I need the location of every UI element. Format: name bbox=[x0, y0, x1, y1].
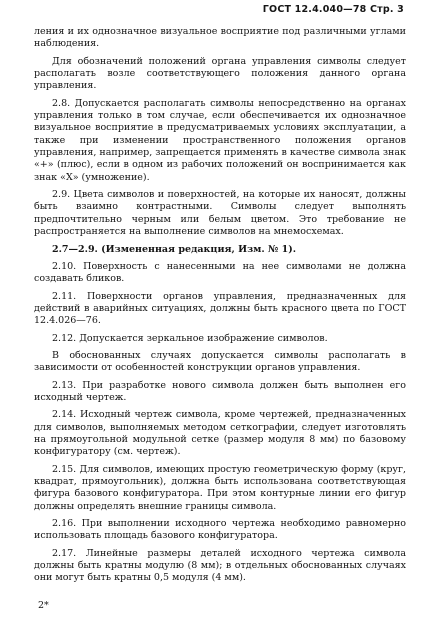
paragraph-2-12: 2.12. Допускается зеркальное изображение символов. bbox=[52, 332, 328, 344]
paragraph: ления и их однозначное визуальное восприятие под различными углами наблюдения. bbox=[34, 26, 406, 50]
paragraph-2-10: 2.10. Поверхность с нанесенными на нее символами не должна создавать бликов. bbox=[34, 260, 406, 285]
paragraph: Для обозначений положений органа управления символы следует располагать возле соответствующего положения данного органа управления. bbox=[34, 55, 406, 92]
paragraph-2-8: 2.8. Допускается располагать символы непосредственно на органах управления только в том случае, если обеспечивается их однозначное визуальное восприятие в предусматриваемых условиях эксплуатации, а также при изменении пространственного положения органов управления, например, запрещается применять в качестве символа знак «+» (плюс), если в одном из рабочих положений он воспринимается как знак «X» (умножение). bbox=[34, 97, 406, 183]
paragraph-2-11: 2.11. Поверхности органов управления, предназначенных для действий в аварийных ситуациях, должны быть красного цвета по ГОСТ 12.4.026—76. bbox=[34, 290, 406, 327]
paragraph-2-16: 2.16. При выполнении исходного чертежа необходимо равномерно использовать площадь базового конфигуратора. bbox=[34, 518, 406, 542]
paragraph-2-14: 2.14. Исходный чертеж символа, кроме чертежей, предназначенных для символов, выполняемых методом сеткографии, следует изготовлять на прямоугольной модульной сетке (размер модуля 8 мм) по базовому конфигуратору (см. чертеж). bbox=[34, 409, 406, 458]
body-text bbox=[34, 26, 406, 590]
page-footer-mark: 2* bbox=[38, 600, 49, 611]
paragraph-2-13: 2.13. При разработке нового символа должен быть выполнен его исходный чертеж. bbox=[34, 379, 406, 403]
page-header: ГОСТ 12.4.040—78 Стр. 3 bbox=[262, 4, 404, 15]
paragraph-2-15: 2.15. Для символов, имеющих простую геометрическую форму (круг, квадрат, прямоугольник), должна быть использована соответствующая фигура базового конфигуратора. При этом контурные линии его фигур должны определять внешние границы символа. bbox=[34, 463, 406, 512]
paragraph-2-17: 2.17. Линейные размеры деталей исходного чертежа символа должны быть кратны модулю (8 мм); в отдельных обоснованных случаях они могут быть кратны 0,5 модуля (4 мм). bbox=[34, 547, 406, 584]
paragraph: В обоснованных случаях допускается символы располагать в зависимости от особенностей конструкции органов управления. bbox=[34, 349, 406, 374]
paragraph-2-9: 2.9. Цвета символов и поверхностей, на которые их наносят, должны быть взаимно контрастными. Символы следует выполнять предпочтительно черным или белым цветом. Это требование не распространяется на выполнение символов на мнемосхемах. bbox=[34, 189, 406, 238]
amendment-note: 2.7—2.9. (Измененная редакция, Изм. № 1). bbox=[52, 243, 297, 255]
